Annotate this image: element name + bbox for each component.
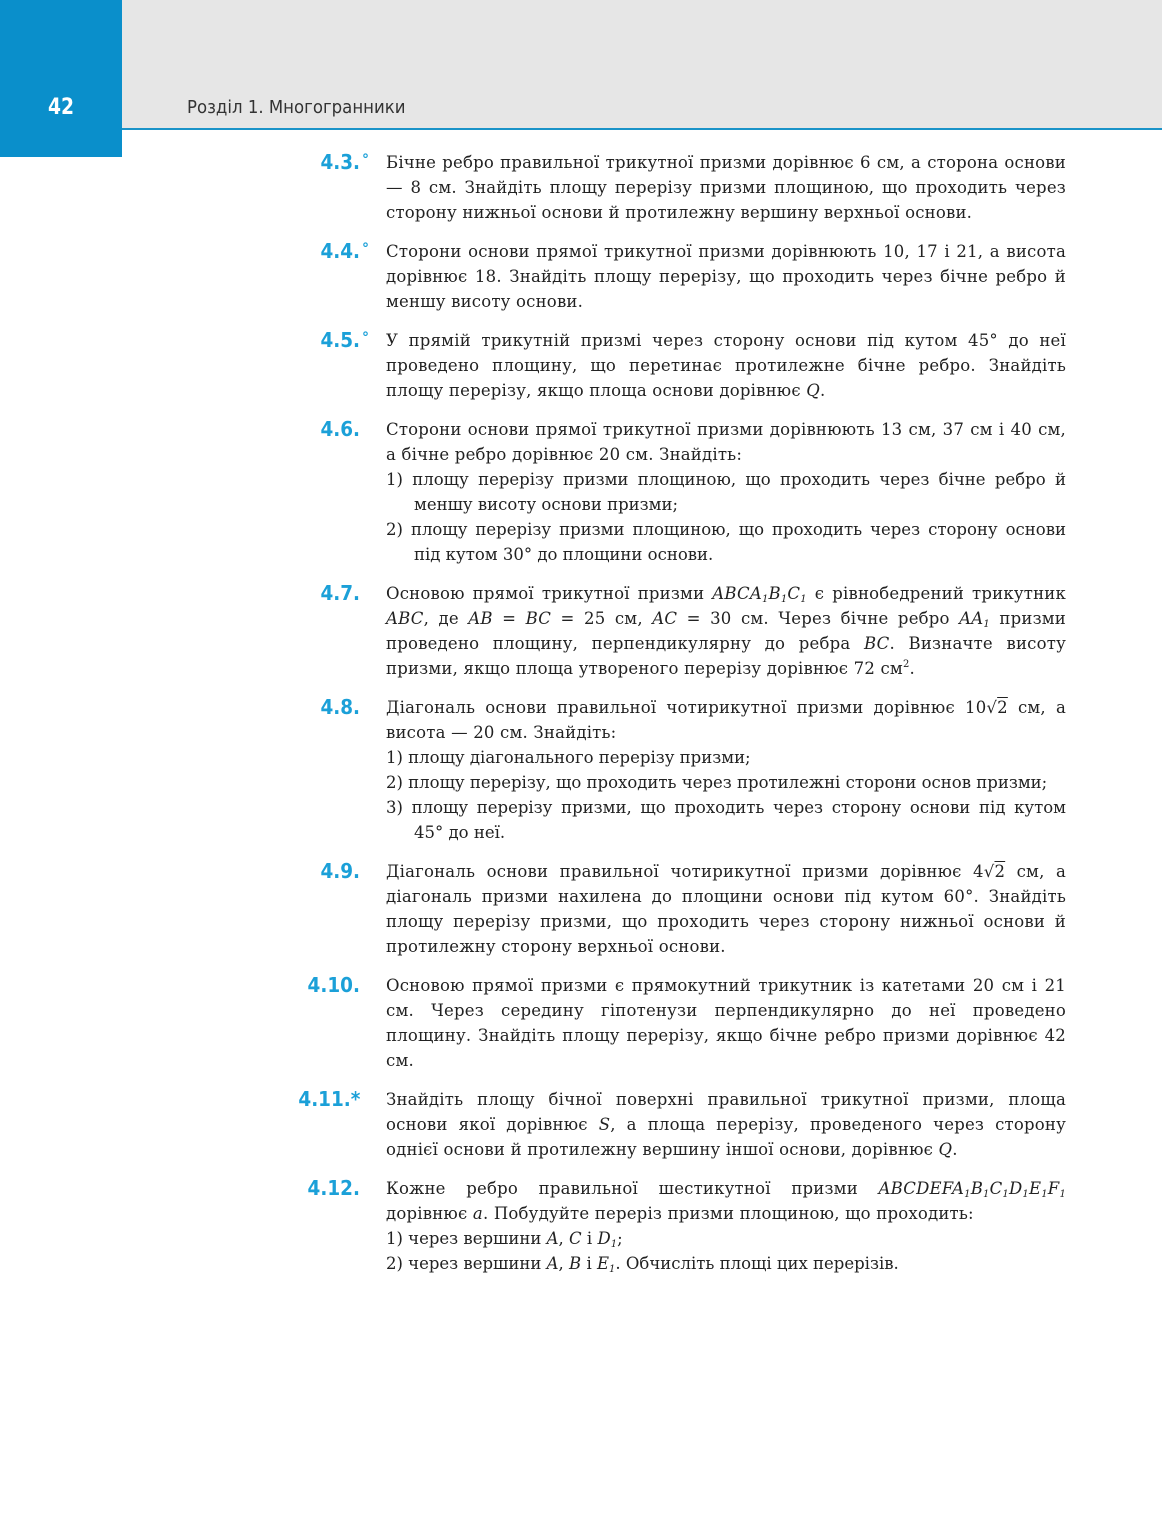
problem-number: 4.7. — [320, 581, 360, 605]
difficulty-mark: ° — [362, 241, 369, 257]
problem-subitem: 2) через вершини A, B і $E_1$. Обчисліть площі цих перерізів. — [386, 1254, 899, 1275]
problem-4-10 — [0, 973, 1162, 1073]
page-number-tab — [0, 0, 122, 157]
page-number: 42 — [47, 95, 75, 120]
problem-text: Сторони основи прямої трикутної призми дорівнюють 13 см, 37 см і 40 см, а бічне ребро дорівнює 20 см. Знайдіть: — [386, 420, 1066, 464]
problem-text: Знайдіть площу бічної поверхні правильної трикутної призми, площа основи якої дорівнює S, а площа перерізу, проведеного через сторону однієї основи й протилежну вершину іншої основи, дорівнює Q. — [386, 1090, 1067, 1159]
difficulty-mark: ° — [362, 152, 369, 168]
problem-4-8 — [0, 695, 1162, 845]
problem-text: Сторони основи прямої трикутної призми дорівнюють 10, 17 і 21, а висота дорівнює 18. Знайдіть площу перерізу, що проходить через бічне ребро й меншу висоту основи. — [386, 242, 1066, 311]
problems-list — [0, 150, 1162, 1290]
problem-number: 4.9. — [320, 859, 360, 883]
problem-subitem: 2) площу перерізу призми площиною, що проходить через сторону основи під кутом 30° до площини основи. — [386, 520, 1066, 564]
header-rule — [122, 128, 1162, 130]
problem-4-11 — [0, 1087, 1162, 1162]
problem-number: 4.8. — [320, 695, 360, 719]
problem-4-12 — [0, 1176, 1162, 1276]
problem-number: 4.6. — [320, 417, 360, 441]
problem-subitem: 1) через вершини A, C і $D_1$; — [386, 1229, 623, 1250]
problem-4-3 — [0, 150, 1162, 225]
problem-text: Діагональ основи правильної чотирикутної призми дорівнює 10√2 см, а висота — 20 см. Знайдіть: — [386, 698, 1066, 742]
problem-subitem: 3) площу перерізу призми, що проходить через сторону основи під кутом 45° до неї. — [386, 798, 1066, 842]
problem-text: Кожне ребро правильної шестикутної призми $ABCDEFA_1B_1C_1D_1E_1F_1$ дорівнює a. Побудуйте переріз призми площиною, що проходить: — [386, 1179, 1066, 1223]
problem-text: Бічне ребро правильної трикутної призми дорівнює 6 см, а сторона основи — 8 см. Знайдіть площу перерізу призми площиною, що проходить через сторону нижньої основи й протилежну вершину верхньої основи. — [386, 153, 1066, 222]
problem-number: 4.10. — [307, 973, 360, 997]
problem-number: 4.5. — [320, 328, 360, 352]
problem-number: 4.4. — [320, 239, 360, 263]
problem-text: Основою прямої призми є прямокутний трикутник із катетами 20 см і 21 см. Через середину гіпотенузи перпендикулярно до неї проведено площину. Знайдіть площу перерізу, якщо бічне ребро призми дорівнює 42 см. — [386, 976, 1066, 1070]
problem-number: 4.12. — [307, 1176, 360, 1200]
problem-text: Діагональ основи правильної чотирикутної призми дорівнює 4√2 см, а діагональ призми нахилена до площини основи під кутом 60°. Знайдіть площу перерізу призми, що проходить через сторону нижньої основи й протилежну сторону верхньої основи. — [386, 862, 1066, 956]
page-header — [0, 0, 1162, 128]
problem-number: 4.3. — [320, 150, 360, 174]
difficulty-mark: ° — [362, 330, 369, 346]
problem-text: У прямій трикутній призмі через сторону основи під кутом 45° до неї проведено площину, що перетинає протилежне бічне ребро. Знайдіть площу перерізу, якщо площа основи дорівнює Q. — [386, 331, 1066, 400]
problem-subitem: 2) площу перерізу, що проходить через протилежні сторони основ призми; — [386, 773, 1048, 792]
problem-4-9 — [0, 859, 1162, 959]
section-title: Розділ 1. Многогранники — [187, 97, 406, 118]
problem-4-7 — [0, 581, 1162, 681]
problem-4-6 — [0, 417, 1162, 567]
problem-4-5 — [0, 328, 1162, 403]
problem-text: Основою прямої трикутної призми $ABCA_1B_1C_1$ є рівнобедрений трикутник ABC, де AB = BC = 25 см, AC = 30 см. Через бічне ребро $AA_1$ призми проведено площину, перпендикулярну до ребра BC. Визначте висоту призми, якщо площа утвореного перерізу дорівнює 72 $см^2$. — [386, 584, 1066, 678]
problem-subitem: 1) площу діагонального перерізу призми; — [386, 748, 751, 767]
problem-4-4 — [0, 239, 1162, 314]
problem-number: 4.11.* — [297, 1087, 360, 1111]
problem-subitem: 1) площу перерізу призми площиною, що проходить через бічне ребро й меншу висоту основи призми; — [386, 470, 1066, 514]
